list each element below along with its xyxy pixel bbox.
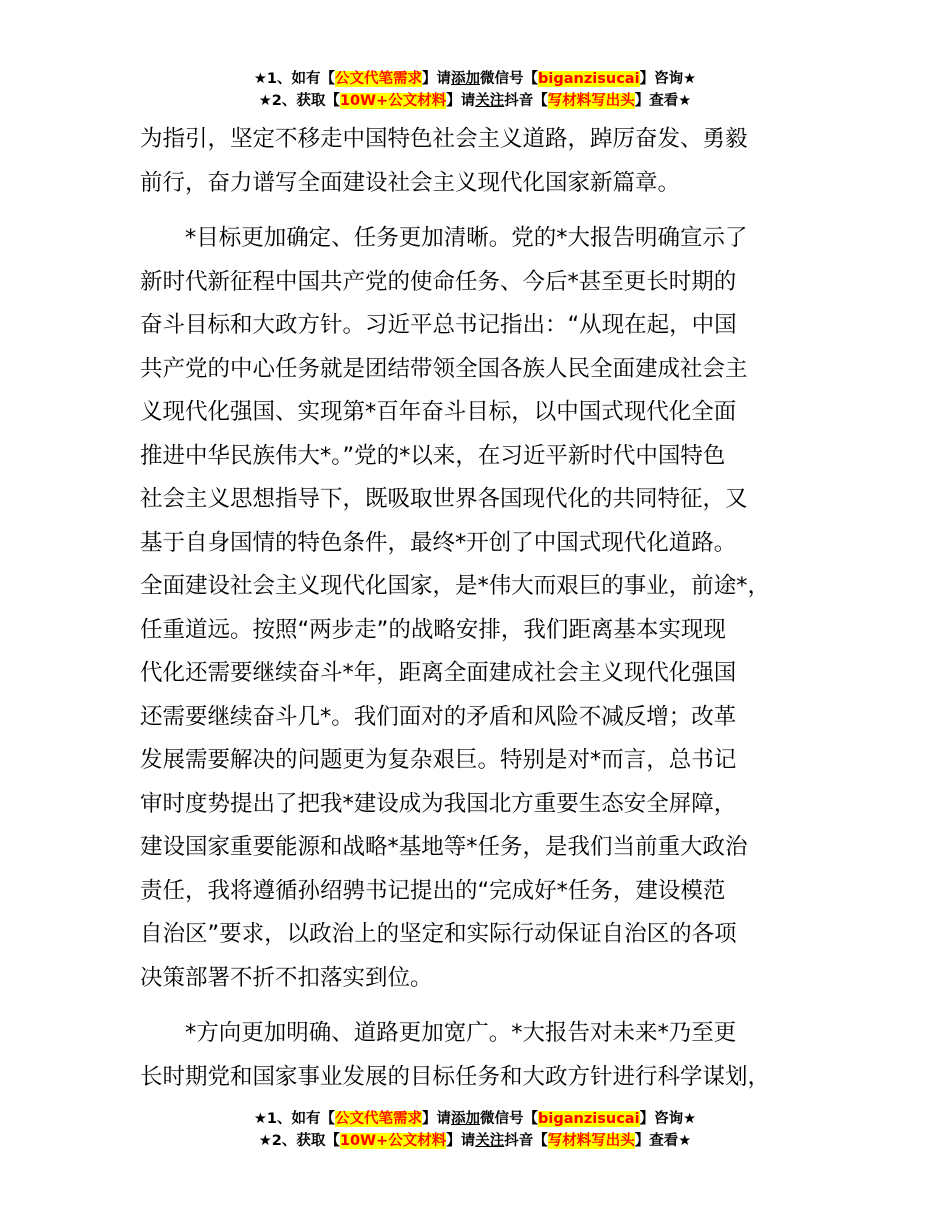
banner-text: 】请 [422, 1111, 452, 1127]
banner-text: 】查看★ [634, 93, 692, 109]
banner-text: ★1、如有【 [253, 1111, 336, 1127]
banner-highlight: 公文代笔需求 [335, 1111, 423, 1127]
text-line: 基于自身国情的特色条件，最终*开创了中国式现代化道路。 [140, 529, 737, 556]
text-line: 共产党的中心任务就是团结带领全国各族人民全面建成社会主 [140, 355, 748, 382]
banner-highlight: biganzisucai [538, 71, 640, 87]
text-line: 新时代新征程中国共产党的使命任务、今后*甚至更长时期的 [140, 268, 737, 295]
banner-text: 】咨询★ [639, 71, 697, 87]
text-line: 发展需要解决的问题更为复杂艰巨。特别是对*而言，总书记 [140, 747, 737, 773]
text-line: 自治区”要求，以政治上的坚定和实际行动保证自治区的各项 [140, 921, 737, 947]
banner-underline: 关注 [475, 93, 505, 109]
text-line: 代化还需要继续奋斗*年，距离全面建成社会主义现代化强国 [140, 660, 737, 686]
text-line: 前行，奋力谱写全面建设社会主义现代化国家新篇章。 [140, 169, 681, 196]
text-line: 全面建设社会主义现代化国家，是*伟大而艰巨的事业，前途*， [140, 573, 771, 599]
footer-banner [0, 1108, 950, 1152]
banner-text: 】请 [422, 71, 452, 87]
banner-line-1 [0, 68, 950, 90]
banner-text: ★2、获取【 [258, 93, 340, 109]
text-line: 审时度势提出了把我*建设成为我国北方重要生态安全屏障， [140, 790, 737, 817]
banner-text: 微信号【 [480, 71, 539, 87]
banner-text: ★1、如有【 [253, 71, 336, 87]
text-line: 任重道远。按照“两步走”的战略安排，我们距离基本实现现 [140, 616, 726, 643]
text-line: 推进中华民族伟大*。”党的*以来，在习近平新时代中国特色 [140, 442, 726, 469]
banner-text: 抖音【 [504, 1133, 548, 1149]
text-line: 建设国家重要能源和战略*基地等*任务，是我们当前重大政治 [140, 834, 748, 860]
text-line: 长时期党和国家事业发展的目标任务和大政方针进行科学谋划， [140, 1063, 771, 1090]
banner-text: 微信号【 [480, 1111, 539, 1127]
text-line: 责任，我将遵循孙绍骋书记提出的“完成好*任务，建设模范 [140, 877, 726, 904]
banner-text: 】咨询★ [639, 1111, 697, 1127]
banner-highlight: 10W+公文材料 [339, 93, 447, 109]
banner-underline: 添加 [451, 71, 481, 87]
banner-underline: 添加 [451, 1111, 481, 1127]
banner-text: 抖音【 [504, 93, 548, 109]
banner-text: 】请 [446, 93, 476, 109]
text-line: 为指引，坚定不移走中国特色社会主义道路，踔厉奋发、勇毅 [140, 126, 748, 152]
text-line: 奋斗目标和大政方针。习近平总书记指出：“从现在起，中国 [140, 312, 737, 338]
banner-text: 】查看★ [634, 1133, 692, 1149]
banner-highlight: 写材料写出头 [547, 93, 635, 109]
banner-highlight: biganzisucai [538, 1111, 640, 1127]
banner-text: 】请 [446, 1133, 476, 1149]
banner-text: ★2、获取【 [258, 1133, 340, 1149]
text-line: 社会主义思想指导下，既吸取世界各国现代化的共同特征，又 [140, 486, 748, 512]
banner-highlight: 写材料写出头 [547, 1133, 635, 1149]
banner-line-2 [0, 1130, 950, 1152]
text-line: 决策部署不折不扣落实到位。 [140, 964, 433, 991]
paragraph-start: *目标更加确定、任务更加清晰。党的*大报告明确宣示了 [140, 225, 748, 251]
banner-highlight: 10W+公文材料 [339, 1133, 447, 1149]
text-line: 还需要继续奋斗几*。我们面对的矛盾和风险不减反增；改革 [140, 703, 737, 730]
text-line: 义现代化强国、实现第*百年奋斗目标，以中国式现代化全面 [140, 399, 737, 425]
banner-line-1 [0, 1108, 950, 1130]
paragraph-start: *方向更加明确、道路更加宽广。*大报告对未来*乃至更 [140, 1020, 737, 1046]
header-banner [0, 68, 950, 112]
banner-underline: 关注 [475, 1133, 505, 1149]
document-body [140, 118, 820, 1099]
banner-line-2 [0, 90, 950, 112]
banner-highlight: 公文代笔需求 [335, 71, 423, 87]
